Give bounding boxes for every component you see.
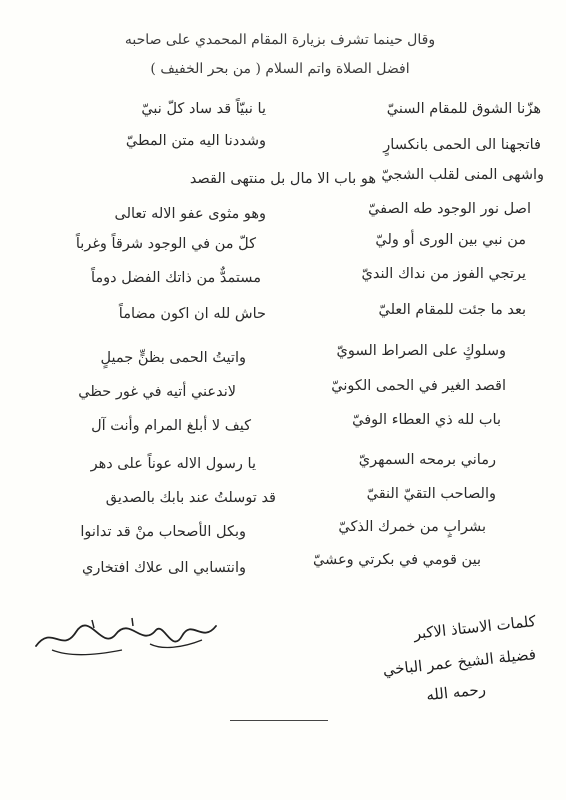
verse-8-first-half: واتيتُ الحمى بظنٍّ جميلٍ: [100, 350, 246, 366]
attribution-line-1: كلمات الاستاذ الاكبر: [412, 612, 537, 643]
verse-4-first-half: وهو مثوى عفو الاله تعالى: [114, 206, 266, 222]
verse-14-first-half: وانتسابي الى علاك افتخاري: [82, 560, 246, 576]
verse-1-first-half: هزّنا الشوق للمقام السنيّ: [386, 101, 541, 117]
verse-14-second-half: بين قومي في بكرتي وعشيّ: [312, 552, 481, 568]
verse-7-first-half: حاش لله ان اكون مضاماً: [118, 306, 266, 322]
verse-3-first-half: هو باب الا مال بل منتهى القصد: [189, 171, 376, 187]
poem-intro-line-2: افضل الصلاة واتم السلام ( من بحر الخفيف ): [150, 61, 410, 77]
verse-12-first-half: قد توسلتُ عند بابك بالصديق: [105, 490, 276, 506]
verse-5-second-half: من نبي بين الورى أو وليّ: [375, 232, 526, 248]
verse-4-second-half: اصل نور الوجود طه الصفيّ: [368, 201, 531, 217]
attribution-line-2: فضيلة الشيخ عمر الباخي: [382, 645, 537, 680]
verse-6-first-half: مستمدٌّ من ذاتك الفضل دوماً: [90, 270, 261, 286]
handwritten-signature: [32, 614, 222, 664]
verse-10-second-half: باب لله ذي العطاء الوفيّ: [352, 412, 501, 428]
verse-6-second-half: يرتجي الفوز من نداك النديّ: [361, 266, 526, 282]
verse-13-first-half: وبكل الأصحاب منْ قد تدانوا: [80, 524, 246, 540]
bottom-divider-line: [230, 720, 328, 721]
verse-12-second-half: والصاحب التقيّ النقيّ: [366, 486, 496, 502]
poem-intro-line-1: وقال حينما تشرف بزيارة المقام المحمدي على صاحبه: [124, 32, 436, 48]
verse-10-first-half: كيف لا أبلغ المرام وأنت آل: [91, 418, 251, 434]
verse-9-second-half: اقصد الغير في الحمى الكونيّ: [331, 378, 506, 394]
verse-1-second-half: يا نبيّاً قد ساد كلّ نبيّ: [141, 101, 266, 117]
verse-11-first-half: يا رسول الاله عوناً على دهر: [90, 456, 256, 472]
verse-2-second-half: وشددنا اليه متن المطيّ: [125, 133, 266, 149]
signature-scrawl: [32, 614, 222, 664]
verse-2-first-half: فاتجهنا الى الحمى بانكسارٍ: [383, 137, 541, 153]
verse-8-second-half: وسلوكٍ على الصراط السويّ: [336, 343, 506, 359]
verse-13-second-half: بشرابٍ من خمرك الذكيّ: [338, 519, 486, 535]
verse-3-second-half: واشهى المنى لقلب الشجيّ: [381, 167, 544, 183]
attribution-line-3: رحمه الله: [425, 680, 487, 705]
verse-7-second-half: بعد ما جئت للمقام العليّ: [378, 302, 526, 318]
verse-11-second-half: رماني برمحه السمهريّ: [358, 452, 496, 468]
verse-5-first-half: كلّ من في الوجود شرقاً وغرباً: [75, 236, 256, 252]
verse-9-first-half: لاندعني أتيه في غور حظي: [78, 384, 236, 400]
